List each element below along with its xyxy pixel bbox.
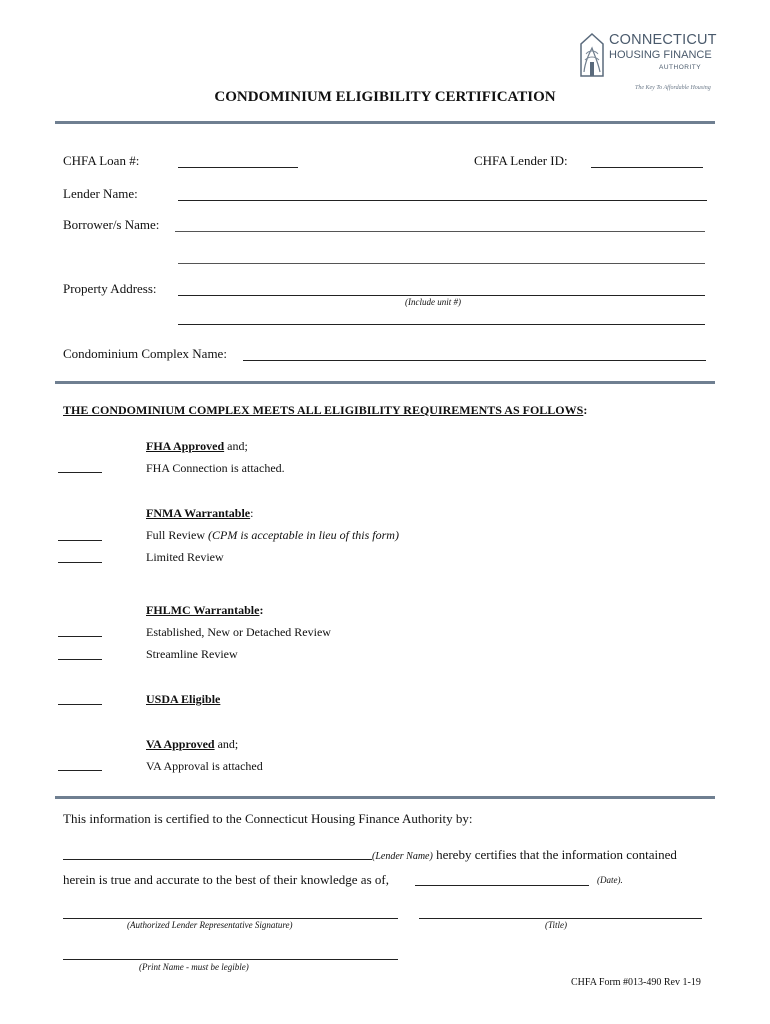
va-approval-label: VA Approval is attached <box>146 759 263 773</box>
fhlmc-warrantable-suffix: : <box>259 603 264 617</box>
fnma-warrantable-suffix: : <box>250 506 254 520</box>
fhlmc-streamline-checkbox[interactable] <box>58 659 102 660</box>
fha-approved-title: FHA Approved <box>146 439 225 453</box>
date-field[interactable] <box>415 885 589 886</box>
fnma-limited-review-label: Limited Review <box>146 550 224 564</box>
property-address-label: Property Address: <box>63 281 157 296</box>
lender-id-label: CHFA Lender ID: <box>474 153 568 168</box>
lender-name-note: (Lender Name) <box>372 851 433 862</box>
complex-name-label: Condominium Complex Name: <box>63 346 227 361</box>
certification-intro: This information is certified to the Connecticut Housing Finance Authority by: <box>63 811 473 826</box>
lender-name-signature-field[interactable] <box>63 859 372 860</box>
section-divider-top <box>55 121 715 124</box>
fnma-full-review-text: Full Review <box>146 528 208 542</box>
fnma-limited-review-checkbox[interactable] <box>58 562 102 563</box>
lender-id-field[interactable] <box>591 167 703 168</box>
fha-approved-heading <box>146 439 248 454</box>
logo-line-3: AUTHORITY <box>659 64 702 71</box>
borrower-name-field-2[interactable] <box>178 263 705 264</box>
fhlmc-streamline-label: Streamline Review <box>146 647 238 661</box>
va-approved-heading <box>146 737 238 752</box>
section-divider-bottom <box>55 796 715 799</box>
borrower-name-label: Borrower/s Name: <box>63 217 160 232</box>
house-tree-icon <box>579 32 605 80</box>
requirements-heading <box>63 403 587 418</box>
complex-name-field[interactable] <box>243 360 706 361</box>
lender-name-label: Lender Name: <box>63 186 138 201</box>
usda-eligible-checkbox[interactable] <box>58 704 102 705</box>
loan-number-field[interactable] <box>178 167 298 168</box>
print-name-note: (Print Name - must be legible) <box>139 962 249 972</box>
unit-note: (Include unit #) <box>405 297 461 307</box>
property-address-field[interactable] <box>178 295 705 296</box>
signature-field[interactable] <box>63 918 398 919</box>
fnma-warrantable-title: FNMA Warrantable <box>146 506 251 520</box>
signature-note: (Authorized Lender Representative Signature) <box>127 920 293 930</box>
fhlmc-established-label: Established, New or Detached Review <box>146 625 331 639</box>
certifies-line <box>372 846 677 864</box>
property-address-field-2[interactable] <box>178 324 705 325</box>
form-title: CONDOMINIUM ELIGIBILITY CERTIFICATION <box>214 89 556 105</box>
fnma-warrantable-heading <box>146 506 253 521</box>
requirements-heading-text: THE CONDOMINIUM COMPLEX MEETS ALL ELIGIBILITY REQUIREMENTS AS FOLLOWS <box>63 403 584 417</box>
fha-connection-label: FHA Connection is attached. <box>146 461 285 475</box>
va-approved-suffix: and; <box>214 737 239 751</box>
logo-line-1: CONNECTICUT <box>609 32 717 48</box>
herein-text: herein is true and accurate to the best of their knowledge as of, <box>63 872 389 887</box>
fhlmc-warrantable-heading <box>146 603 263 618</box>
fnma-full-review-label <box>146 528 399 543</box>
loan-number-label: CHFA Loan #: <box>63 153 140 168</box>
fha-approved-suffix: and; <box>224 439 248 453</box>
fhlmc-warrantable-title: FHLMC Warrantable <box>146 603 260 617</box>
title-note: (Title) <box>545 920 567 930</box>
title-field[interactable] <box>419 918 702 919</box>
logo-line-2: HOUSING FINANCE <box>609 49 712 61</box>
certifies-text: hereby certifies that the information contained <box>432 847 677 862</box>
logo-tagline: The Key To Affordable Housing <box>635 85 711 91</box>
fhlmc-established-checkbox[interactable] <box>58 636 102 637</box>
requirements-heading-colon: : <box>583 403 588 417</box>
lender-name-field[interactable] <box>178 200 707 201</box>
va-approved-title: VA Approved <box>146 737 215 751</box>
fnma-full-review-checkbox[interactable] <box>58 540 102 541</box>
borrower-name-field[interactable] <box>175 231 705 232</box>
fnma-full-review-note: (CPM is acceptable in lieu of this form) <box>208 528 399 542</box>
print-name-field[interactable] <box>63 959 398 960</box>
usda-eligible-label: USDA Eligible <box>146 692 221 706</box>
section-divider-middle <box>55 381 715 384</box>
va-approval-checkbox[interactable] <box>58 770 102 771</box>
date-note: (Date). <box>597 875 623 885</box>
form-number: CHFA Form #013-490 Rev 1-19 <box>571 977 701 988</box>
fha-connection-checkbox[interactable] <box>58 472 102 473</box>
